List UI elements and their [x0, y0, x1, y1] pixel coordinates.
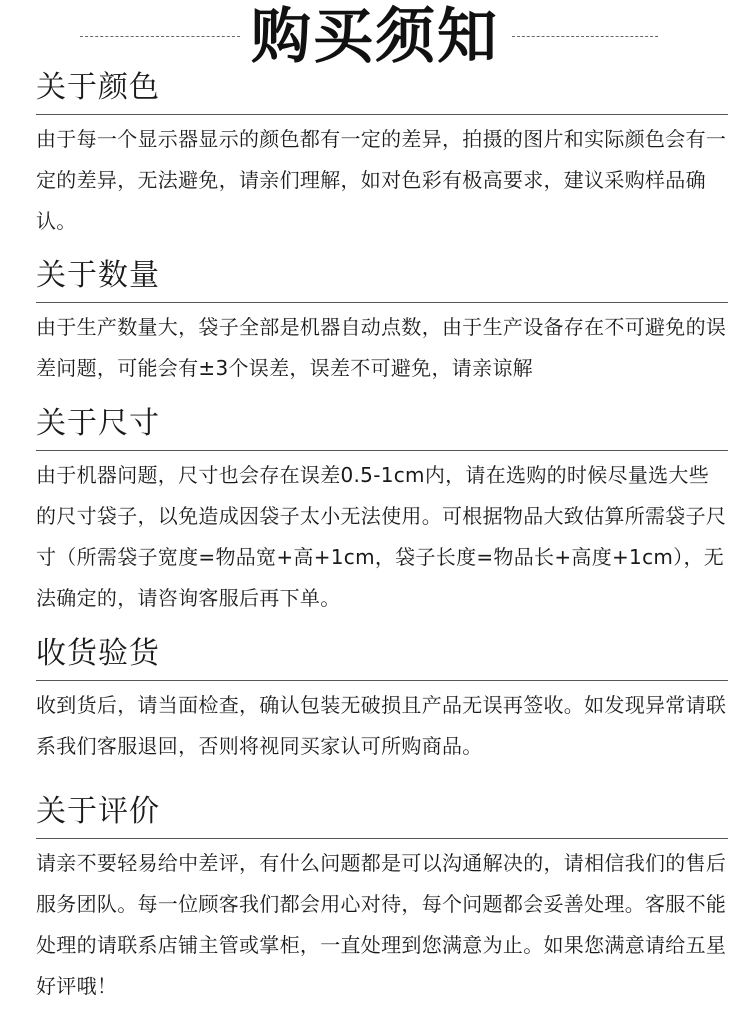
title-dashed-line-left [80, 36, 240, 37]
section-heading: 关于数量 [36, 258, 160, 293]
section-quantity [36, 256, 728, 389]
title-banner [0, 0, 750, 76]
section-text: 由于机器问题，尺寸也会存在误差0.5-1cm内，请在选购的时候尽量选大些的尺寸袋子，以免造成因袋子太小无法使用。可根据物品大致估算所需袋子尺寸（所需袋子宽度=物品宽+高+1cm，袋子长度=物品长+高度+1cm），无法确定的，请咨询客服后再下单。 [36, 463, 727, 610]
section-color [36, 68, 728, 242]
section-divider [36, 450, 728, 451]
section-divider [36, 680, 728, 681]
section-text: 收到货后，请当面检查，确认包装无破损且产品无误再签收。如发现异常请联系我们客服退回，否则将视同买家认可所购商品。 [36, 693, 727, 758]
section-text: 由于每一个显示器显示的颜色都有一定的差异，拍摄的图片和实际颜色会有一定的差异，无法避免，请亲们理解，如对色彩有极高要求，建议采购样品确认。 [36, 127, 727, 233]
title-dashed-line-right [512, 36, 658, 37]
section-divider [36, 838, 728, 839]
section-heading: 关于评价 [36, 794, 160, 829]
page-title: 购买须知 [251, 2, 499, 72]
section-size [36, 404, 728, 619]
section-heading: 关于颜色 [36, 70, 160, 105]
section-heading: 关于尺寸 [36, 406, 160, 441]
section-receiving-inspection [36, 634, 728, 767]
section-divider [36, 302, 728, 303]
section-reviews [36, 792, 728, 1007]
section-text: 由于生产数量大，袋子全部是机器自动点数，由于生产设备存在不可避免的误差问题，可能会有±3个误差，误差不可避免，请亲谅解 [36, 315, 727, 380]
section-heading: 收货验货 [36, 636, 160, 671]
section-divider [36, 114, 728, 115]
section-text: 请亲不要轻易给中差评，有什么问题都是可以沟通解决的，请相信我们的售后服务团队。每一位顾客我们都会用心对待，每个问题都会妥善处理。客服不能处理的请联系店铺主管或掌柜，一直处理到您满意为止。如果您满意请给五星好评哦！ [36, 851, 727, 998]
